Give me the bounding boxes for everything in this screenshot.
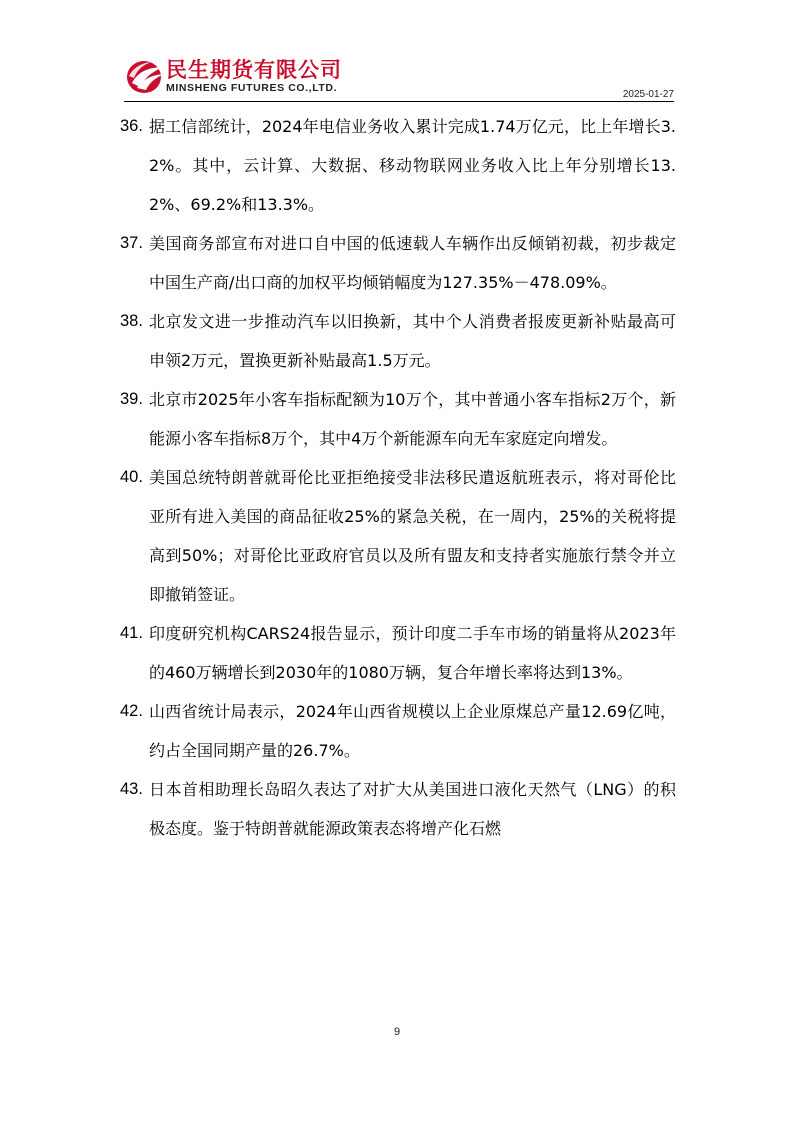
item-number: 37. — [120, 234, 143, 252]
news-list — [120, 107, 676, 848]
company-name-cn: 民生期货有限公司 — [166, 58, 342, 82]
news-item-43 — [120, 770, 676, 848]
item-text: 印度研究机构CARS24报告显示，预计印度二手车市场的销量将从2023年的460万辆增长到2030年的1080万辆，复合年增长率将达到13%。 — [149, 624, 676, 682]
item-text: 美国总统特朗普就哥伦比亚拒绝接受非法移民遣返航班表示，将对哥伦比亚所有进入美国的商品征收25%的紧急关税，在一周内，25%的关税将提高到50%；对哥伦比亚政府官员以及所有盟友和支持者实施旅行禁令并立即撤销签证。 — [149, 468, 676, 604]
company-name-en: MINSHENG FUTURES CO.,LTD. — [166, 82, 338, 94]
page-header — [124, 52, 674, 102]
item-number: 42. — [120, 702, 143, 720]
news-item-38 — [120, 302, 676, 380]
item-text: 北京发文进一步推动汽车以旧换新，其中个人消费者报废更新补贴最高可申领2万元，置换更新补贴最高1.5万元。 — [149, 312, 676, 370]
news-item-36 — [120, 107, 676, 224]
minsheng-logo-icon — [124, 56, 166, 96]
item-number: 36. — [120, 117, 143, 135]
item-text: 据工信部统计，2024年电信业务收入累计完成1.74万亿元，比上年增长3.2%。其中，云计算、大数据、移动物联网业务收入比上年分别增长13.2%、69.2%和13.3%。 — [149, 117, 676, 214]
item-number: 40. — [120, 468, 143, 486]
item-text: 日本首相助理长岛昭久表达了对扩大从美国进口液化天然气（LNG）的积极态度。鉴于特朗普就能源政策表态将增产化石燃 — [149, 780, 676, 838]
news-item-41 — [120, 614, 676, 692]
item-number: 38. — [120, 312, 143, 330]
item-number: 41. — [120, 624, 143, 642]
item-text: 美国商务部宣布对进口自中国的低速载人车辆作出反倾销初裁，初步裁定中国生产商/出口商的加权平均倾销幅度为127.35%－478.09%。 — [149, 234, 676, 292]
news-item-40 — [120, 458, 676, 614]
item-number: 39. — [120, 390, 143, 408]
page-number: 9 — [393, 1026, 401, 1038]
item-number: 43. — [120, 780, 143, 798]
report-date: 2025-01-27 — [622, 89, 674, 100]
news-item-42 — [120, 692, 676, 770]
header-divider — [124, 101, 674, 102]
item-text: 北京市2025年小客车指标配额为10万个，其中普通小客车指标2万个，新能源小客车指标8万个，其中4万个新能源车向无车家庭定向增发。 — [149, 390, 676, 448]
news-item-39 — [120, 380, 676, 458]
news-item-37 — [120, 224, 676, 302]
item-text: 山西省统计局表示，2024年山西省规模以上企业原煤总产量12.69亿吨，约占全国同期产量的26.7%。 — [149, 702, 676, 760]
